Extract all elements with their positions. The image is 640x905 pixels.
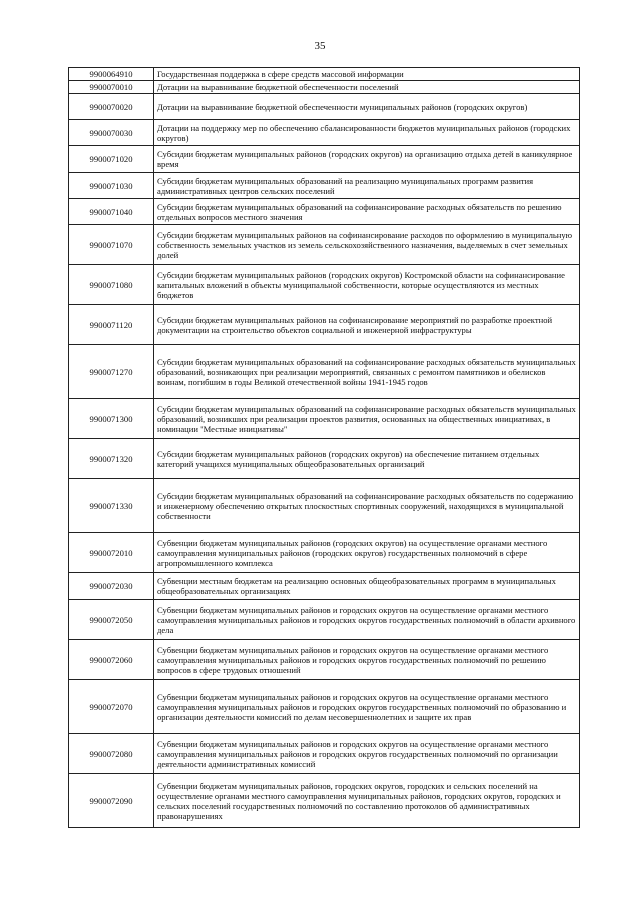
code-cell: 9900064910 [69,68,154,81]
table-row [69,573,580,600]
table-row [69,680,580,734]
name-cell: Дотации на выравнивание бюджетной обеспеченности муниципальных районов (городских округов) [154,94,580,120]
code-cell: 9900072070 [69,680,154,734]
name-cell: Субвенции бюджетам муниципальных районов (городских округов) на осуществление органами местного самоуправления муниципальных районов (городских округов) государственных полномочий в сфере агропромышленного комплекса [154,533,580,573]
code-cell: 9900071070 [69,225,154,265]
name-cell: Субвенции бюджетам муниципальных районов и городских округов на осуществление органами местного самоуправления муниципальных районов и городских округов государственных полномочий в области архивного дела [154,600,580,640]
code-cell: 9900071300 [69,399,154,439]
name-cell: Субсидии бюджетам муниципальных районов (городских округов) на организацию отдыха детей в каникулярное время [154,146,580,173]
code-cell: 9900070030 [69,120,154,146]
name-cell: Субсидии бюджетам муниципальных районов на софинансирование расходов по оформлению в муниципальную собственность земельных участков из земель сельскохозяйственного назначения, выделяемых в счет земельных долей [154,225,580,265]
table-row [69,94,580,120]
table-row [69,734,580,774]
page-number: 35 [314,40,326,52]
name-cell: Субсидии бюджетам муниципальных образований на софинансирование расходных обязательств муниципальных образований, возникших при реализации проектов развития, основанных на общественных инициативах, в номинации "Местные инициативы" [154,399,580,439]
code-cell: 9900071330 [69,479,154,533]
table-row [69,640,580,680]
code-cell: 9900071040 [69,199,154,225]
code-cell: 9900071080 [69,265,154,305]
budget-codes-body [69,68,580,828]
table-row [69,533,580,573]
table-row [69,265,580,305]
table-row [69,305,580,345]
table-row [69,439,580,479]
name-cell: Субсидии бюджетам муниципальных образований на софинансирование расходных обязательств по решению отдельных вопросов местного значения [154,199,580,225]
name-cell: Дотации на выравнивание бюджетной обеспеченности поселений [154,81,580,94]
name-cell: Субвенции бюджетам муниципальных районов и городских округов на осуществление органами местного самоуправления муниципальных районов и городских округов государственных полномочий по решению вопросов в сфере трудовых отношений [154,640,580,680]
code-cell: 9900071020 [69,146,154,173]
table-row [69,146,580,173]
name-cell: Субсидии бюджетам муниципальных образований на софинансирование расходных обязательств муниципальных образований, возникающих при реализации мероприятий, связанных с ремонтом памятников и обелисков воинам, погибшим в годы Великой отечественной войны 1941-1945 годов [154,345,580,399]
code-cell: 9900072090 [69,774,154,828]
table-row [69,225,580,265]
name-cell: Субвенции местным бюджетам на реализацию основных общеобразовательных программ в муниципальных общеобразовательных организациях [154,573,580,600]
name-cell: Субвенции бюджетам муниципальных районов и городских округов на осуществление органами местного самоуправления муниципальных районов и городских округов государственных полномочий по образованию и организации деятельности комиссий по делам несовершеннолетних и защите их прав [154,680,580,734]
table-row [69,600,580,640]
name-cell: Субсидии бюджетам муниципальных образований на реализацию муниципальных программ развития административных центров сельских поселений [154,173,580,199]
table-row [69,345,580,399]
table-row [69,81,580,94]
code-cell: 9900072030 [69,573,154,600]
table-row [69,173,580,199]
code-cell: 9900071270 [69,345,154,399]
table-row [69,199,580,225]
table-row [69,399,580,439]
name-cell: Субсидии бюджетам муниципальных районов (городских округов) Костромской области на софинансирование капитальных вложений в объекты муниципальной собственности, которые осуществляются из местных бюджетов [154,265,580,305]
table-row [69,774,580,828]
budget-codes-table [68,67,580,828]
code-cell: 9900072010 [69,533,154,573]
name-cell: Государственная поддержка в сфере средств массовой информации [154,68,580,81]
table-row [69,479,580,533]
code-cell: 9900071030 [69,173,154,199]
code-cell: 9900070020 [69,94,154,120]
name-cell: Субсидии бюджетам муниципальных районов на софинансирование мероприятий по разработке проектной документации на строительство объектов социальной и инженерной инфраструктуры [154,305,580,345]
code-cell: 9900071120 [69,305,154,345]
table-row [69,68,580,81]
name-cell: Субвенции бюджетам муниципальных районов и городских округов на осуществление органами местного самоуправления муниципальных районов и городских округов государственных полномочий по организации деятельности административных комиссий [154,734,580,774]
code-cell: 9900071320 [69,439,154,479]
name-cell: Субвенции бюджетам муниципальных районов, городских округов, городских и сельских поселений на осуществление органами местного самоуправления муниципальных районов, городских округов, городских и сельских поселений государственных полномочий по составлению протоколов об административных правонарушениях [154,774,580,828]
code-cell: 9900072060 [69,640,154,680]
code-cell: 9900072050 [69,600,154,640]
name-cell: Субсидии бюджетам муниципальных образований на софинансирование расходных обязательств по содержанию и инженерному обеспечению открытых плоскостных спортивных сооружений, находящихся в муниципальной собственности [154,479,580,533]
table-row [69,120,580,146]
name-cell: Дотации на поддержку мер по обеспечению сбалансированности бюджетов муниципальных районов (городских округов) [154,120,580,146]
name-cell: Субсидии бюджетам муниципальных районов (городских округов) на обеспечение питанием отдельных категорий учащихся муниципальных общеобразовательных организаций [154,439,580,479]
code-cell: 9900072080 [69,734,154,774]
code-cell: 9900070010 [69,81,154,94]
